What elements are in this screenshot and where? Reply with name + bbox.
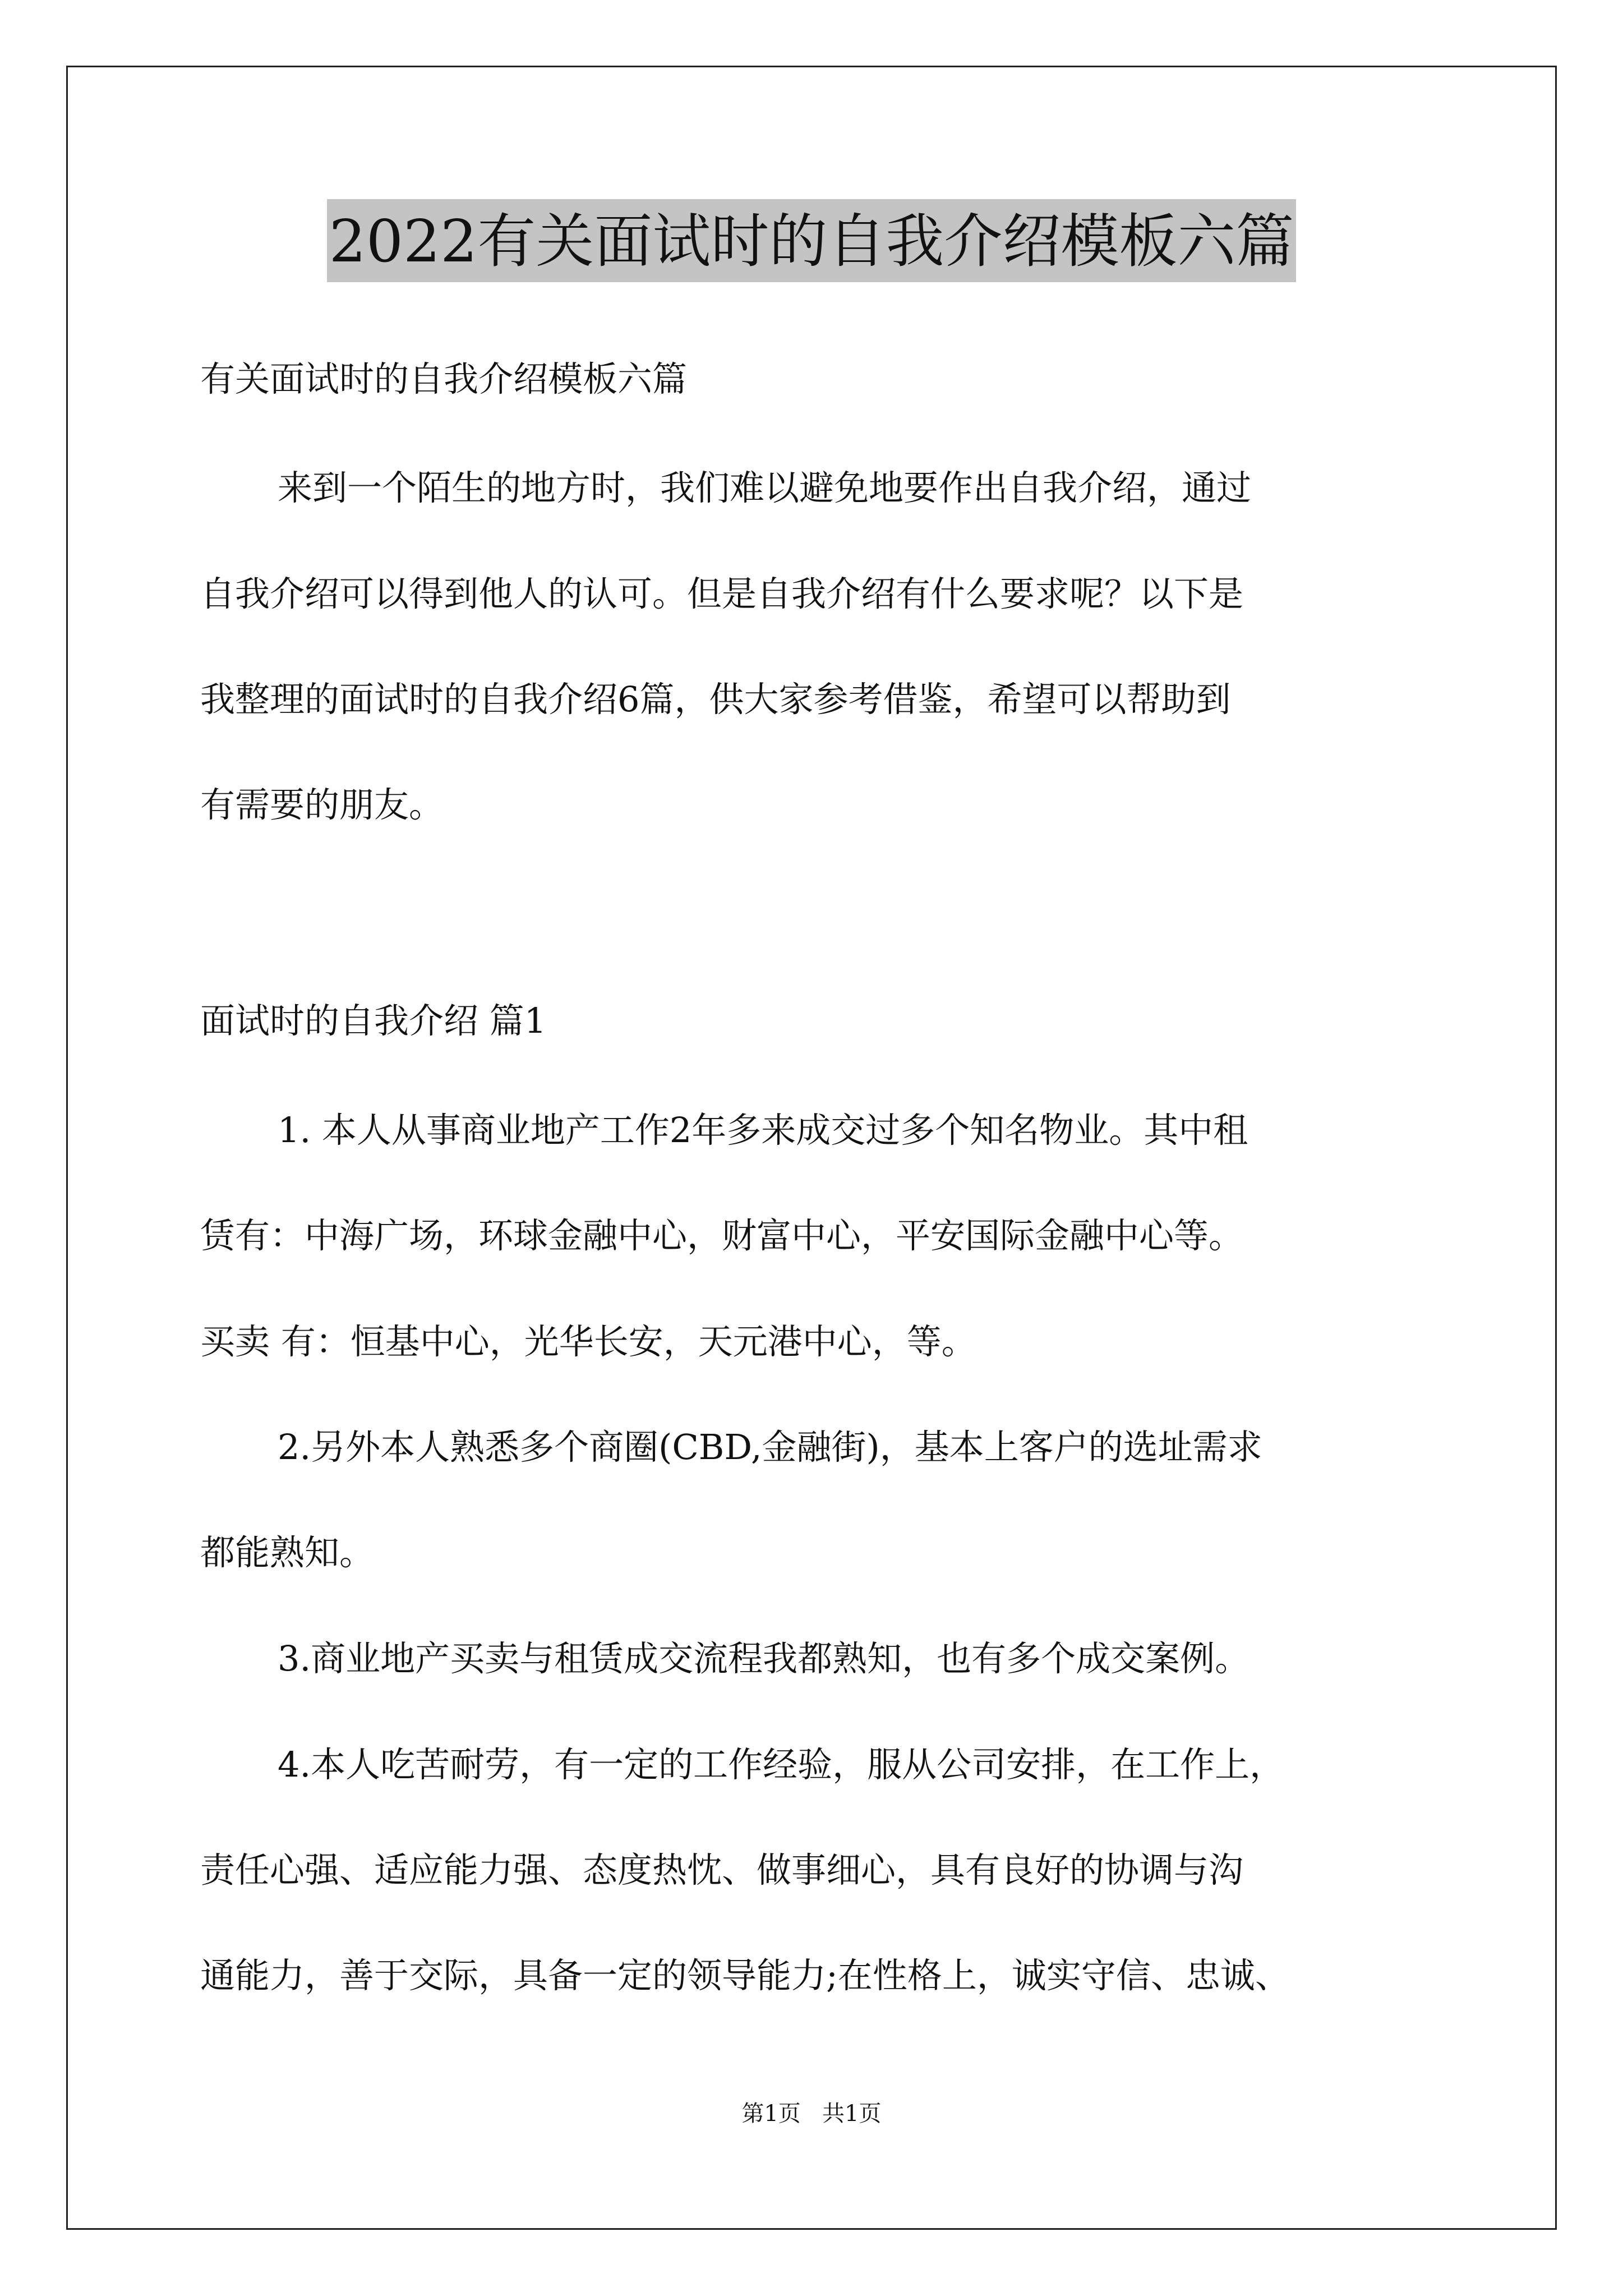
page-footer: 第1页 共1页 — [741, 2101, 882, 2127]
title-container — [0, 199, 1623, 282]
document-title: 2022有关面试时的自我介绍模板六篇 — [327, 199, 1297, 282]
item3-line-1: 3.商业地产买卖与租赁成交流程我都熟知，也有多个成交案例。 — [278, 1638, 1250, 1679]
intro-line-4: 有需要的朋友。 — [200, 784, 444, 825]
item2-line-1: 2.另外本人熟悉多个商圈(CBD,金融街)，基本上客户的选址需求 — [278, 1427, 1262, 1467]
item4-line-2: 责任心强、适应能力强、态度热忱、做事细心，具有良好的协调与沟 — [200, 1849, 1244, 1890]
item1-line-2: 赁有：中海广场，环球金融中心，财富中心，平安国际金融中心等。 — [200, 1215, 1244, 1256]
item1-line-3: 买卖 有：恒基中心，光华长安，天元港中心，等。 — [200, 1321, 976, 1362]
item4-line-1: 4.本人吃苦耐劳，有一定的工作经验，服从公司安排，在工作上， — [278, 1744, 1285, 1785]
intro-line-1: 来到一个陌生的地方时，我们难以避免地要作出自我介绍，通过 — [278, 467, 1252, 508]
item1-line-1: 1. 本人从事商业地产工作2年多来成交过多个知名物业。其中租 — [278, 1110, 1248, 1151]
item4-line-3: 通能力，善于交际，具备一定的领导能力;在性格上，诚实守信、忠诚、 — [200, 1955, 1290, 1996]
intro-line-3: 我整理的面试时的自我介绍6篇，供大家参考借鉴，希望可以帮助到 — [200, 679, 1231, 720]
section-heading: 面试时的自我介绍 篇1 — [200, 1000, 547, 1041]
intro-line-2: 自我介绍可以得到他人的认可。但是自我介绍有什么要求呢？以下是 — [200, 573, 1244, 614]
document-subtitle: 有关面试时的自我介绍模板六篇 — [200, 358, 688, 399]
item2-line-2: 都能熟知。 — [200, 1532, 375, 1573]
